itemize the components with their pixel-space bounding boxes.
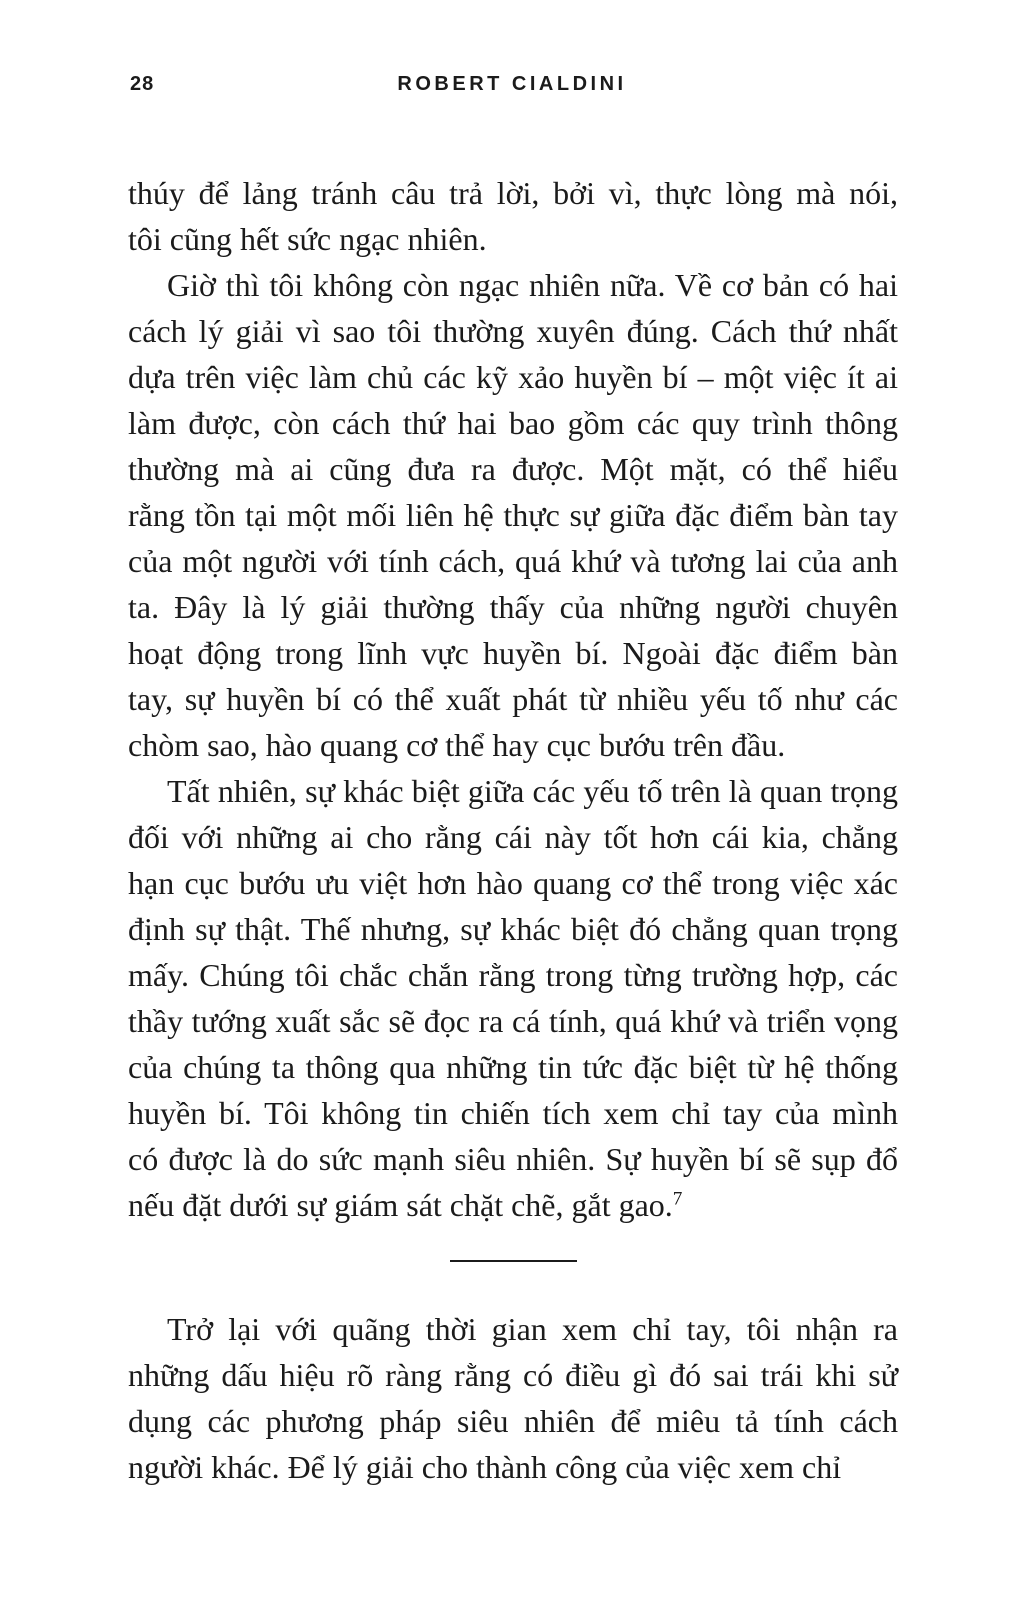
text-line: rằng tồn tại một mối liên hệ thực sự giữa đặc điểm bàn tay: [128, 497, 898, 533]
running-header: [0, 72, 1024, 98]
text-line: huyền bí. Tôi không tin chiến tích xem chỉ tay của mình: [128, 1095, 898, 1131]
text-line: hạn cục bướu ưu việt hơn hào quang cơ thể trong việc xác: [128, 865, 898, 901]
paragraph: [128, 768, 898, 1228]
text-line: hoạt động trong lĩnh vực huyền bí. Ngoài đặc điểm bàn: [128, 635, 898, 671]
text-line: tôi cũng hết sức ngạc nhiên.: [128, 221, 487, 257]
text-line: thúy để lảng tránh câu trả lời, bởi vì, thực lòng mà nói,: [128, 175, 898, 211]
text-line: dựa trên việc làm chủ các kỹ xảo huyền bí – một việc ít ai: [128, 359, 898, 395]
text-line: chòm sao, hào quang cơ thể hay cục bướu trên đầu.: [128, 727, 786, 763]
text-line: mấy. Chúng tôi chắc chắn rằng trong từng trường hợp, các: [128, 957, 898, 993]
paragraph: [128, 170, 898, 262]
text-line: người khác. Để lý giải cho thành công của việc xem chỉ: [128, 1449, 842, 1485]
text-line: có được là do sức mạnh siêu nhiên. Sự huyền bí sẽ sụp đổ: [128, 1141, 898, 1177]
text-line: những dấu hiệu rõ ràng rằng có điều gì đó sai trái khi sử: [128, 1357, 898, 1393]
paragraph: [128, 1306, 898, 1490]
text-line: đối với những ai cho rằng cái này tốt hơn cái kia, chẳng: [128, 819, 898, 855]
text-line: Trở lại với quãng thời gian xem chỉ tay, tôi nhận ra: [167, 1311, 898, 1347]
text-line: thường mà ai cũng đưa ra được. Một mặt, có thể hiểu: [128, 451, 898, 487]
text-line: tay, sự huyền bí có thể xuất phát từ nhiều yếu tố như các: [128, 681, 898, 717]
text-line: cách lý giải vì sao tôi thường xuyên đúng. Cách thứ nhất: [128, 313, 898, 349]
running-header-title: ROBERT CIALDINI: [397, 73, 627, 95]
text-line: của một người với tính cách, quá khứ và tương lai của anh: [128, 543, 898, 579]
text-line: dụng các phương pháp siêu nhiên để miêu tả tính cách: [128, 1403, 898, 1439]
footnote-marker: 7: [672, 1188, 683, 1210]
text-line: Tất nhiên, sự khác biệt giữa các yếu tố trên là quan trọng: [167, 773, 898, 809]
text-line: làm được, còn cách thứ hai bao gồm các quy trình thông: [128, 405, 898, 441]
section-divider: [450, 1260, 577, 1262]
text-line: Giờ thì tôi không còn ngạc nhiên nữa. Về cơ bản có hai: [167, 267, 898, 303]
text-line: của chúng ta thông qua những tin tức đặc biệt từ hệ thống: [128, 1049, 898, 1085]
text-line: nếu đặt dưới sự giám sát chặt chẽ, gắt gao.$^7$: [128, 1187, 683, 1223]
text-body: [128, 170, 898, 1490]
paragraph: [128, 262, 898, 768]
text-line: thầy tướng xuất sắc sẽ đọc ra cá tính, quá khứ và triển vọng: [128, 1003, 898, 1039]
text-line: định sự thật. Thế nhưng, sự khác biệt đó chẳng quan trọng: [128, 911, 898, 947]
page-number: 28: [130, 73, 155, 95]
text-line: ta. Đây là lý giải thường thấy của những người chuyên: [128, 589, 898, 625]
